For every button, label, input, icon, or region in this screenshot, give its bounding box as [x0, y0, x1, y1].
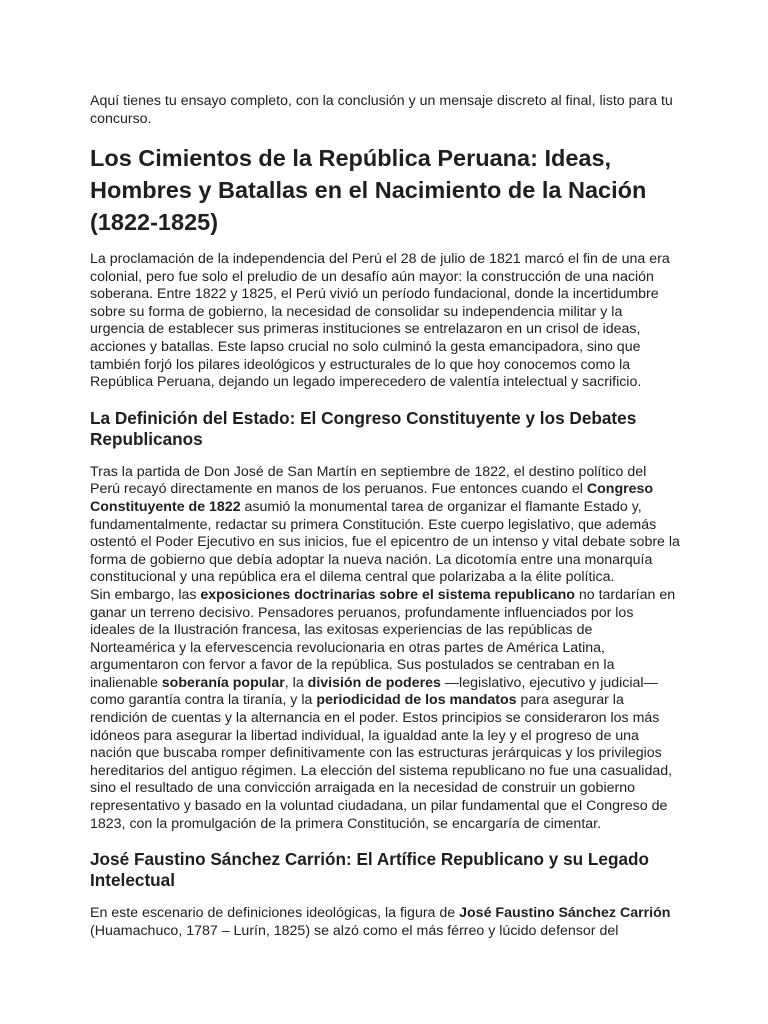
text-run: Tras la partida de Don José de San Martín en septiembre de 1822, el destino político del Perú recayó directamente en manos de los peruanos. Fue entonces cuando el: [90, 463, 647, 498]
text-run: no tardarían en ganar un terreno decisivo. Pensadores peruanos, profundamente influenciados por los ideales de la Ilustración francesa, las exitosas experiencias de las repúblicas de Norteamérica y la efervescencia revolucionaria en otras partes de América Latina, argumentaron con fervor a favor de la república. Sus postulados se centraban en la inalienable: [90, 586, 676, 691]
document-page: [90, 92, 680, 940]
section1-paragraph-2: [90, 587, 680, 833]
section1-paragraph-1: [90, 464, 680, 587]
section-heading-state-definition: La Definición del Estado: El Congreso Constituyente y los Debates Republicanos: [90, 407, 637, 449]
section2-paragraph-1: [90, 905, 680, 940]
text-run: , la: [284, 674, 308, 691]
essay-title: Los Cimientos de la República Peruana: Ideas, Hombres y Batallas en el Nacimiento de la Nación (1822-1825): [90, 145, 647, 235]
bold-term-sanchez-carrion: José Faustino Sánchez Carrión: [459, 905, 671, 922]
section-heading-sanchez-carrion: José Faustino Sánchez Carrión: El Artífice Republicano y su Legado Intelectual: [90, 849, 650, 891]
bold-term-congreso: Congreso Constituyente de 1822: [90, 481, 654, 515]
text-run: —legislativo, ejecutivo y judicial— como garantía contra la tiranía, y la: [90, 674, 658, 709]
bold-term-soberania: soberanía popular: [161, 674, 285, 691]
text-run: En este escenario de definiciones ideológicas, la figura de: [90, 905, 460, 922]
bold-term-periodicidad: periodicidad de los mandatos: [316, 692, 517, 709]
intro-text: Aquí tienes tu ensayo completo, con la conclusión y un mensaje discreto al final, listo para tu concurso.: [90, 93, 673, 127]
bold-term-division: división de poderes: [307, 674, 441, 691]
text-run: para asegurar la rendición de cuentas y la alternancia en el poder. Estos principios se consideraron los más idóneos para asegurar la libertad individual, la igualdad ante la ley y el progreso de una nación que buscaba romper definitivamente con las estructuras jerárquicas y los privilegios hereditarios del antiguo régimen. La elección del sistema republicano no fue una casualidad, sino el resultado de una convicción arraigada en la necesidad de construir un gobierno representativo y basado en la voluntad ciudadana, un pilar fundamental que el Congreso de 1823, con la promulgación de la primera Constitución, se encargaría de cimentar.: [90, 692, 673, 832]
text-run: (Huamachuco, 1787 – Lurín, 1825) se alzó como el más férreo y lúcido defensor del: [90, 922, 619, 939]
intro-paragraph: La proclamación de la independencia del Perú el 28 de julio de 1821 marcó el fin de una era colonial, pero fue solo el preludio de un desafío aún mayor: la construcción de una nación soberana. Entre 1822 y 1825, el Perú vivió un período fundacional, donde la incertidumbre sobre su forma de gobierno, la necesidad de consolidar su independencia militar y la urgencia de establecer sus primeras instituciones se entrelazaron en un crisol de ideas, acciones y batallas. Este lapso crucial no solo culminó la gesta emancipadora, sino que también forjó los pilares ideológicos y estructurales de lo que hoy conocemos como la República Peruana, dejando un legado imperecedero de valentía intelectual y sacrificio.: [90, 251, 670, 391]
text-run: asumió la monumental tarea de organizar el flamante Estado y, fundamentalmente, redactar su primera Constitución. Este cuerpo legislativo, que además ostentó el Poder Ejecutivo en sus inicios, fue el epicentro de un intenso y vital debate sobre la forma de gobierno que debía adoptar la nueva nación. La dicotomía entre una monarquía constitucional y una república era el dilema central que polarizaba a la élite política.: [90, 498, 680, 586]
text-run: Sin embargo, las: [90, 586, 201, 603]
bold-term-exposiciones: exposiciones doctrinarias sobre el sistema republicano: [200, 586, 575, 603]
